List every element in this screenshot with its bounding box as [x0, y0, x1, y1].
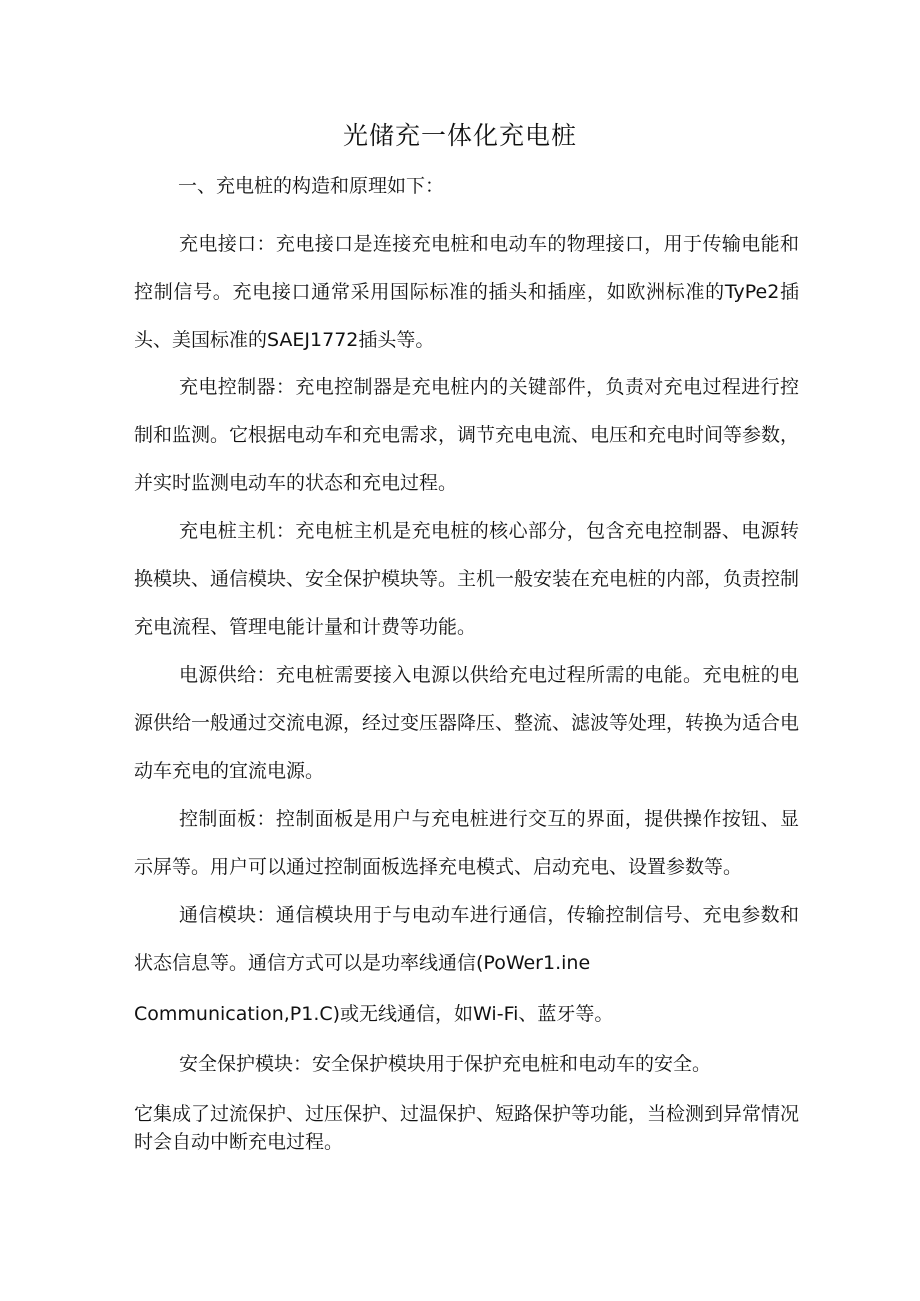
paragraph-safety-module: 安全保护模块：安全保护模块用于保护充电桩和电动车的安全。 [179, 1053, 712, 1075]
paragraph-communication-module-continued: Communication,P1.C)或无线通信，如Wi-Fi、蓝牙等。 [134, 1003, 614, 1025]
paragraph-control-panel: 控制面板：控制面板是用户与充电桩进行交互的界面，提供操作按钮、显示屏等。用户可以通过控制面板选择充电模式、启动充电、设置参数等。 [134, 808, 799, 878]
paragraph-safety-module-continued: 它集成了过流保护、过压保护、过温保护、短路保护等功能，当检测到异常情况时会自动中断充电过程。 [134, 1103, 800, 1153]
paragraph-power-supply: 电源供给：充电桩需要接入电源以供给充电过程所需的电能。充电桩的电源供给一般通过交流电源，经过变压器降压、整流、滤波等处理，转换为适合电动车充电的宜流电源。 [134, 664, 800, 782]
document-title: 光储充一体化充电桩 [342, 121, 577, 150]
paragraph-communication-module: 通信模块：通信模块用于与电动车进行通信，传输控制信号、充电参数和状态信息等。通信方式可以是功率线通信(PoWer1.ine [134, 904, 799, 974]
paragraph-charging-controller: 充电控制器：充电控制器是充电桩内的关键部件，负责对充电过程进行控制和监测。它根据电动车和充电需求，调节充电电流、电压和充电时间等参数，并实时监测电动车的状态和充电过程。 [134, 376, 800, 494]
paragraph-charging-host: 充电桩主机：充电桩主机是充电桩的核心部分，包含充电控制器、电源转换模块、通信模块、安全保护模块等。主机一般安装在充电桩的内部，负责控制充电流程、管理电能计量和计费等功能。 [134, 520, 800, 638]
paragraph-charging-interface: 充电接口：充电接口是连接充电桩和电动车的物理接口，用于传输电能和控制信号。充电接口通常采用国际标准的插头和插座，如欧洲标准的TyPe2插头、美国标准的SAEJ1772插头等。 [134, 233, 799, 351]
section-heading: 一、充电桩的构造和原理如下： [178, 175, 445, 197]
